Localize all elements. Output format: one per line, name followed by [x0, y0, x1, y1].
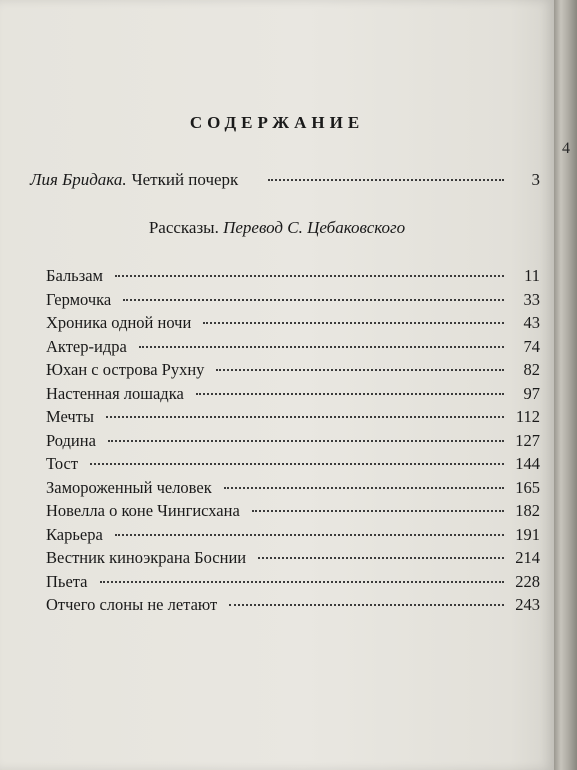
preface-title: Четкий почерк — [131, 170, 239, 189]
toc-entry-page: 11 — [524, 266, 540, 285]
preface-author: Лия Бридака. — [30, 170, 127, 189]
dot-leader — [258, 557, 504, 559]
toc-list — [46, 266, 540, 619]
toc-entry-title: Вестник киноэкрана Боснии — [46, 548, 247, 567]
toc-entry-page: 243 — [515, 595, 540, 614]
toc-entry-title: Пьета — [46, 571, 88, 591]
dot-leader — [216, 369, 504, 371]
toc-entry-title: Гермочка — [46, 289, 112, 309]
toc-entry — [46, 501, 540, 525]
toc-entry-page: 43 — [523, 313, 540, 332]
section-translator: Перевод С. Цебаковского — [223, 218, 406, 237]
toc-entry-title: Бальзам — [46, 266, 103, 285]
dot-leader — [115, 275, 504, 277]
toc-entry-title: Тост — [46, 454, 79, 473]
dot-leader — [229, 604, 504, 606]
dot-leader — [115, 534, 504, 536]
toc-entry — [46, 478, 540, 502]
toc-entry — [46, 431, 540, 455]
dot-leader — [139, 346, 504, 348]
toc-entry — [46, 407, 540, 431]
page-title: СОДЕРЖАНИЕ — [189, 113, 365, 132]
toc-entry — [46, 572, 540, 596]
toc-entry-page: 33 — [523, 289, 540, 309]
dot-leader — [252, 510, 504, 512]
toc-entry-page: 74 — [523, 336, 540, 356]
dot-leader — [100, 581, 505, 583]
toc-entry — [46, 548, 540, 572]
dot-leader — [108, 440, 504, 442]
toc-entry-title: Мечты — [46, 407, 94, 426]
toc-entry-title: Актер-идра — [46, 336, 127, 356]
dot-leader — [196, 393, 504, 395]
dot-leader — [106, 416, 504, 418]
toc-entry — [46, 595, 540, 619]
toc-entry-page: 127 — [515, 430, 540, 450]
section-label: Рассказы. — [148, 218, 219, 237]
toc-entry — [46, 266, 540, 290]
dot-leader — [268, 179, 504, 181]
preface-page-number: 3 — [531, 170, 540, 189]
toc-entry — [46, 290, 540, 314]
toc-entry — [46, 525, 540, 549]
toc-entry — [46, 313, 540, 337]
toc-entry-title: Хроника одной ночи — [46, 313, 192, 332]
dot-leader — [90, 463, 504, 465]
toc-entry-title: Отчего слоны не летают — [46, 595, 218, 614]
toc-entry-title: Новелла о коне Чингисхана — [46, 501, 240, 520]
toc-entry-page: 144 — [515, 454, 540, 473]
toc-entry-page: 97 — [523, 383, 540, 403]
toc-entry-page: 182 — [515, 501, 540, 520]
toc-entry-page: 112 — [515, 407, 540, 426]
dot-leader — [123, 299, 504, 301]
toc-entry-page: 214 — [515, 548, 540, 567]
adjacent-page-edge — [554, 0, 577, 770]
toc-entry-page: 228 — [515, 571, 540, 591]
dot-leader — [224, 487, 504, 489]
toc-entry-page: 82 — [523, 360, 540, 379]
toc-entry-title: Родина — [46, 430, 96, 450]
dot-leader — [203, 322, 504, 324]
toc-entry — [46, 360, 540, 384]
toc-entry — [46, 337, 540, 361]
toc-entry-page: 165 — [515, 477, 540, 497]
toc-entry-title: Карьера — [46, 524, 103, 544]
toc-entry-title: Замороженный человек — [46, 477, 212, 497]
toc-entry-page: 191 — [515, 524, 540, 544]
section-heading — [0, 218, 554, 238]
toc-entry — [46, 384, 540, 408]
toc-entry-title: Юхан с острова Рухну — [46, 360, 205, 379]
toc-entry-title: Настенная лошадка — [46, 383, 184, 403]
preface-entry — [30, 170, 540, 190]
adjacent-page-mark: 4 — [562, 140, 570, 157]
toc-entry — [46, 454, 540, 478]
